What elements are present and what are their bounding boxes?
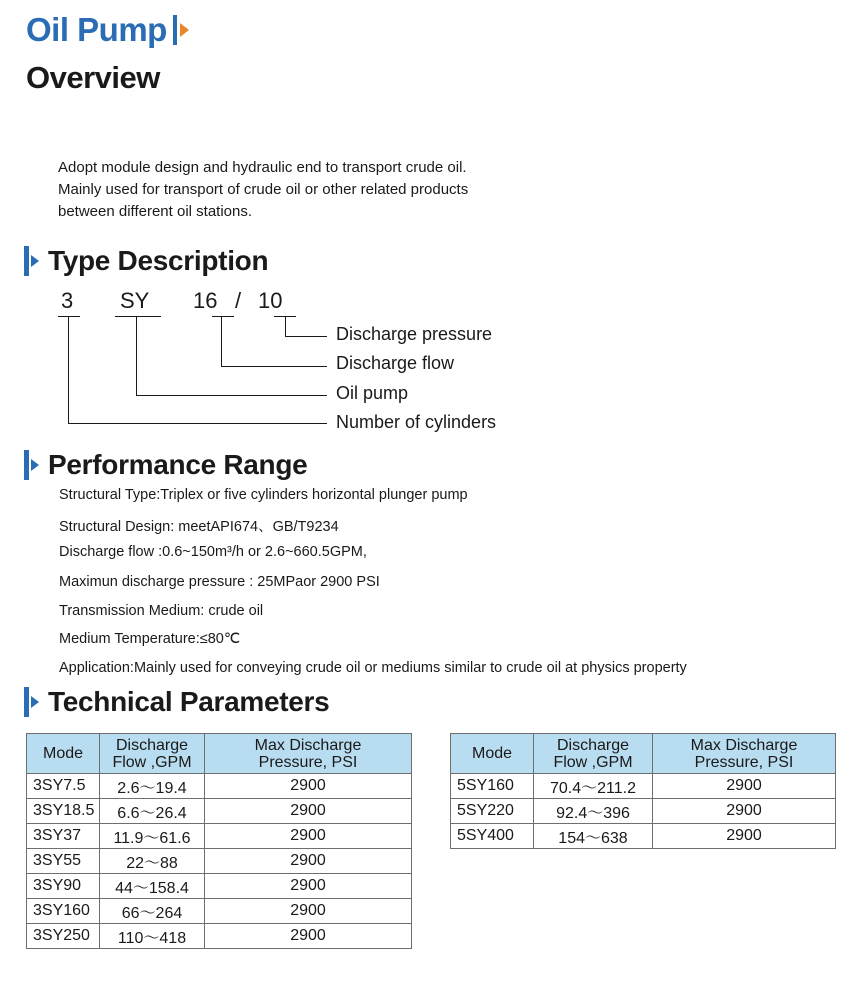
performance-line: Structural Type:Triplex or five cylinders horizontal plunger pump [59,487,468,503]
cell-mode: 3SY18.5 [27,799,100,824]
cell-pressure: 2900 [653,774,836,799]
cell-mode: 3SY90 [27,874,100,899]
cell-pressure: 2900 [205,899,412,924]
table-row [27,824,412,849]
cell-flow: 154～638 [534,824,653,849]
performance-line: Application:Mainly used for conveying crude oil or mediums similar to crude oil at physics property [59,660,687,676]
cell-flow: 70.4～211.2 [534,774,653,799]
cell-pressure: 2900 [653,799,836,824]
section-marker-icon [24,448,44,482]
cell-mode: 3SY160 [27,899,100,924]
cell-pressure: 2900 [205,824,412,849]
underline [115,316,161,317]
overview-heading: Overview [26,60,160,95]
table-row [27,849,412,874]
cell-pressure: 2900 [205,799,412,824]
parameters-table-five-cylinder [450,733,836,849]
cell-pressure: 2900 [205,774,412,799]
cell-mode: 3SY250 [27,924,100,949]
cell-flow: 66～264 [100,899,205,924]
performance-line: Maximun discharge pressure : 25MPaor 2900 PSI [59,574,380,590]
code-part-type: SY [120,288,150,313]
performance-line: Medium Temperature:≤80℃ [59,631,241,647]
table-row [451,774,836,799]
cell-mode: 3SY55 [27,849,100,874]
cell-pressure: 2900 [205,924,412,949]
legend-discharge-flow: Discharge flow [336,353,455,373]
legend-number-of-cylinders: Number of cylinders [336,412,497,432]
code-part-pressure: 10 [258,288,283,313]
table-row [27,774,412,799]
cell-flow: 6.6～26.4 [100,799,205,824]
table-row [451,799,836,824]
leader-line [68,316,69,423]
table-row [27,899,412,924]
cell-mode: 3SY37 [27,824,100,849]
cell-flow: 110～418 [100,924,205,949]
column-header-pressure: Max Discharge Pressure, PSI [653,734,836,774]
section-marker-icon [24,685,44,719]
technical-parameters-heading [24,684,329,720]
cell-pressure: 2900 [653,824,836,849]
cell-flow: 44～158.4 [100,874,205,899]
page-title-text: Oil Pump [26,11,167,48]
cell-flow: 22～88 [100,849,205,874]
underline [58,316,80,317]
legend-discharge-pressure: Discharge pressure [336,324,493,344]
table-row [451,824,836,849]
column-header-flow: Discharge Flow ,GPM [100,734,205,774]
table-row [27,799,412,824]
leader-line [221,316,222,366]
cell-pressure: 2900 [205,874,412,899]
cell-mode: 5SY220 [451,799,534,824]
column-header-flow: Discharge Flow ,GPM [534,734,653,774]
performance-range-heading [24,447,307,483]
table-row [27,924,412,949]
cell-mode: 5SY160 [451,774,534,799]
leader-line [136,316,137,395]
leader-line [285,316,286,336]
cell-flow: 2.6～19.4 [100,774,205,799]
parameters-table-triplex [26,733,412,949]
column-header-mode: Mode [27,734,100,774]
overview-line: Mainly used for transport of crude oil or other related products [58,181,469,198]
column-header-pressure: Max Discharge Pressure, PSI [205,734,412,774]
overview-line: Adopt module design and hydraulic end to transport crude oil. [58,159,467,176]
cell-flow: 11.9～61.6 [100,824,205,849]
code-part-cylinders: 3 [61,288,74,313]
cell-flow: 92.4～396 [534,799,653,824]
table-row [27,874,412,899]
leader-line [285,336,327,337]
type-code-diagram [0,0,860,440]
underline [212,316,234,317]
cell-mode: 5SY400 [451,824,534,849]
leader-line [68,423,327,424]
legend-oil-pump: Oil pump [336,383,409,403]
performance-line: Transmission Medium: crude oil [59,603,264,619]
code-part-flow: 16 [193,288,218,313]
overview-line: between different oil stations. [58,203,253,220]
column-header-mode: Mode [451,734,534,774]
cell-pressure: 2900 [205,849,412,874]
leader-line [221,366,327,367]
section-title: Performance Range [48,449,308,480]
performance-line: Structural Design: meetAPI674、GB/T9234 [59,519,339,535]
code-part-slash: / [235,288,242,313]
leader-line [136,395,327,396]
section-title: Technical Parameters [48,686,330,717]
section-title: Type Description [48,245,269,276]
performance-line: Discharge flow :0.6~150m³/h or 2.6~660.5GPM, [59,544,367,560]
cell-mode: 3SY7.5 [27,774,100,799]
